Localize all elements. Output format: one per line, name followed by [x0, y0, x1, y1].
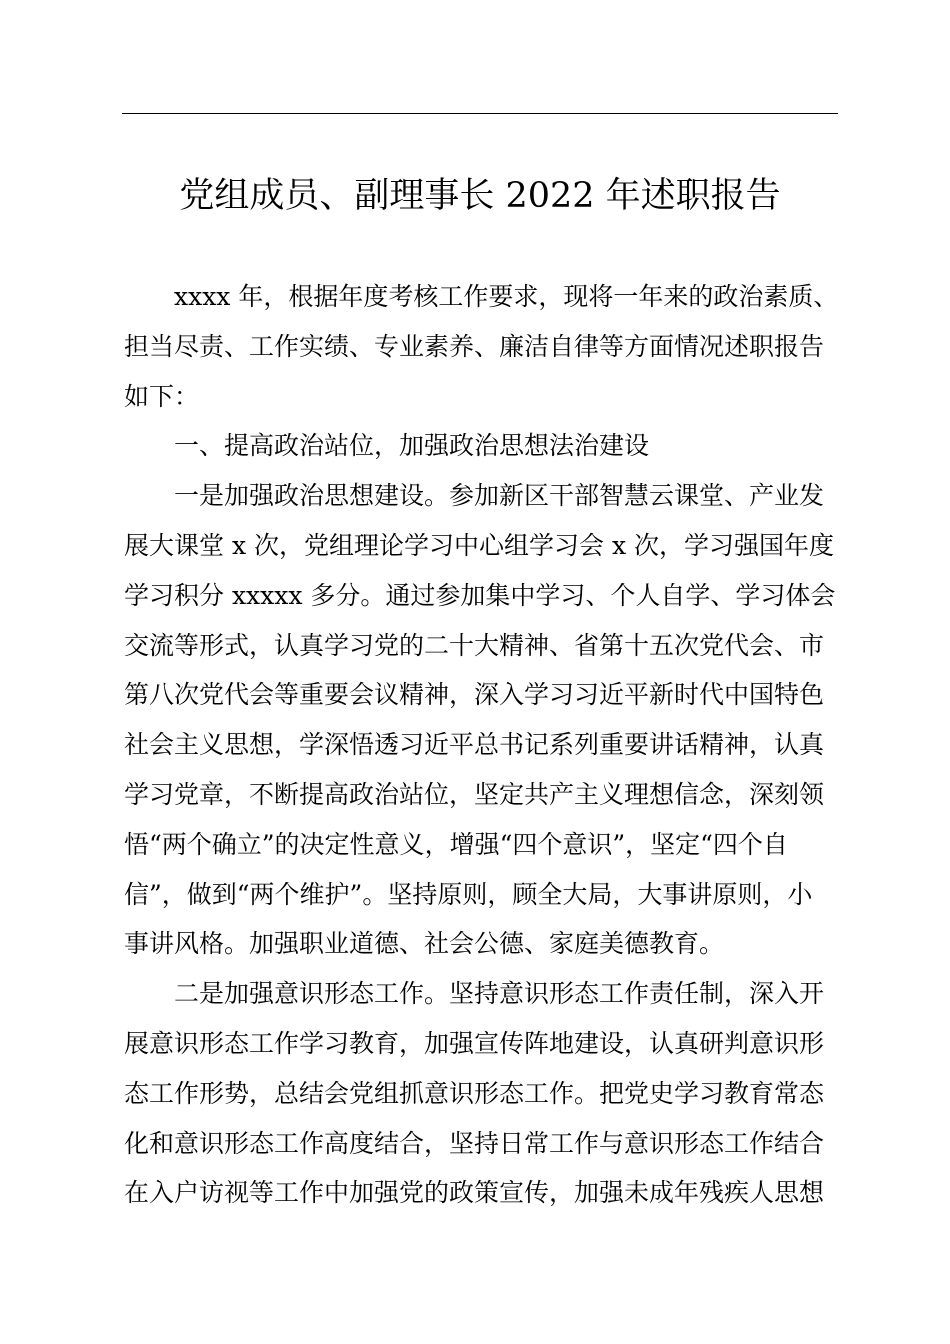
text-line: 信”，做到“两个维护”。坚持原则，顾全大局，大事讲原则，小 — [124, 879, 813, 909]
document-title: 党组成员、副理事长 2022 年述职报告 — [179, 176, 781, 216]
document-body — [124, 272, 840, 1218]
text-line: 交流等形式，认真学习党的二十大精神、省第十五次党代会、市 — [124, 630, 825, 660]
text-line: 事讲风格。加强职业道德、社会公德、家庭美德教育。 — [124, 929, 725, 959]
text-line: 第八次党代会等重要会议精神，深入学习习近平新时代中国特色 — [124, 680, 825, 710]
text-line: 悟“两个确立”的决定性意义，增强“四个意识”，坚定“四个自 — [124, 829, 788, 859]
text-line: 展大课堂 x 次，党组理论学习中心组学习会 x 次，学习强国年度 — [124, 530, 834, 560]
text-line: 化和意识形态工作高度结合，坚持日常工作与意识形态工作结合 — [124, 1128, 825, 1158]
header-rule — [122, 113, 838, 114]
text-line: 二是加强意识形态工作。坚持意识形态工作责任制，深入开 — [174, 979, 825, 1009]
text-line: 一是加强政治思想建设。参加新区干部智慧云课堂、产业发 — [174, 481, 825, 511]
text-line: 学习积分 xxxxx 多分。通过参加集中学习、个人自学、学习体会 — [124, 580, 836, 610]
text-line: 学习党章，不断提高政治站位，坚定共产主义理想信念，深刻领 — [124, 779, 825, 809]
text-line: 态工作形势，总结会党组抓意识形态工作。把党史学习教育常态 — [124, 1078, 825, 1108]
text-line: 社会主义思想，学深悟透习近平总书记系列重要讲话精神，认真 — [124, 730, 825, 760]
text-line: 展意识形态工作学习教育，加强宣传阵地建设，认真研判意识形 — [124, 1028, 825, 1058]
text-line: 一、提高政治站位，加强政治思想法治建设 — [174, 431, 650, 461]
text-line: 担当尽责、工作实绩、专业素养、廉洁自律等方面情况述职报告 — [124, 331, 825, 361]
text-line: xxxx 年，根据年度考核工作要求，现将一年来的政治素质、 — [174, 282, 839, 311]
text-line: 如下： — [124, 381, 200, 411]
text-line: 在入户访视等工作中加强党的政策宣传，加强未成年残疾人思想 — [124, 1178, 825, 1208]
